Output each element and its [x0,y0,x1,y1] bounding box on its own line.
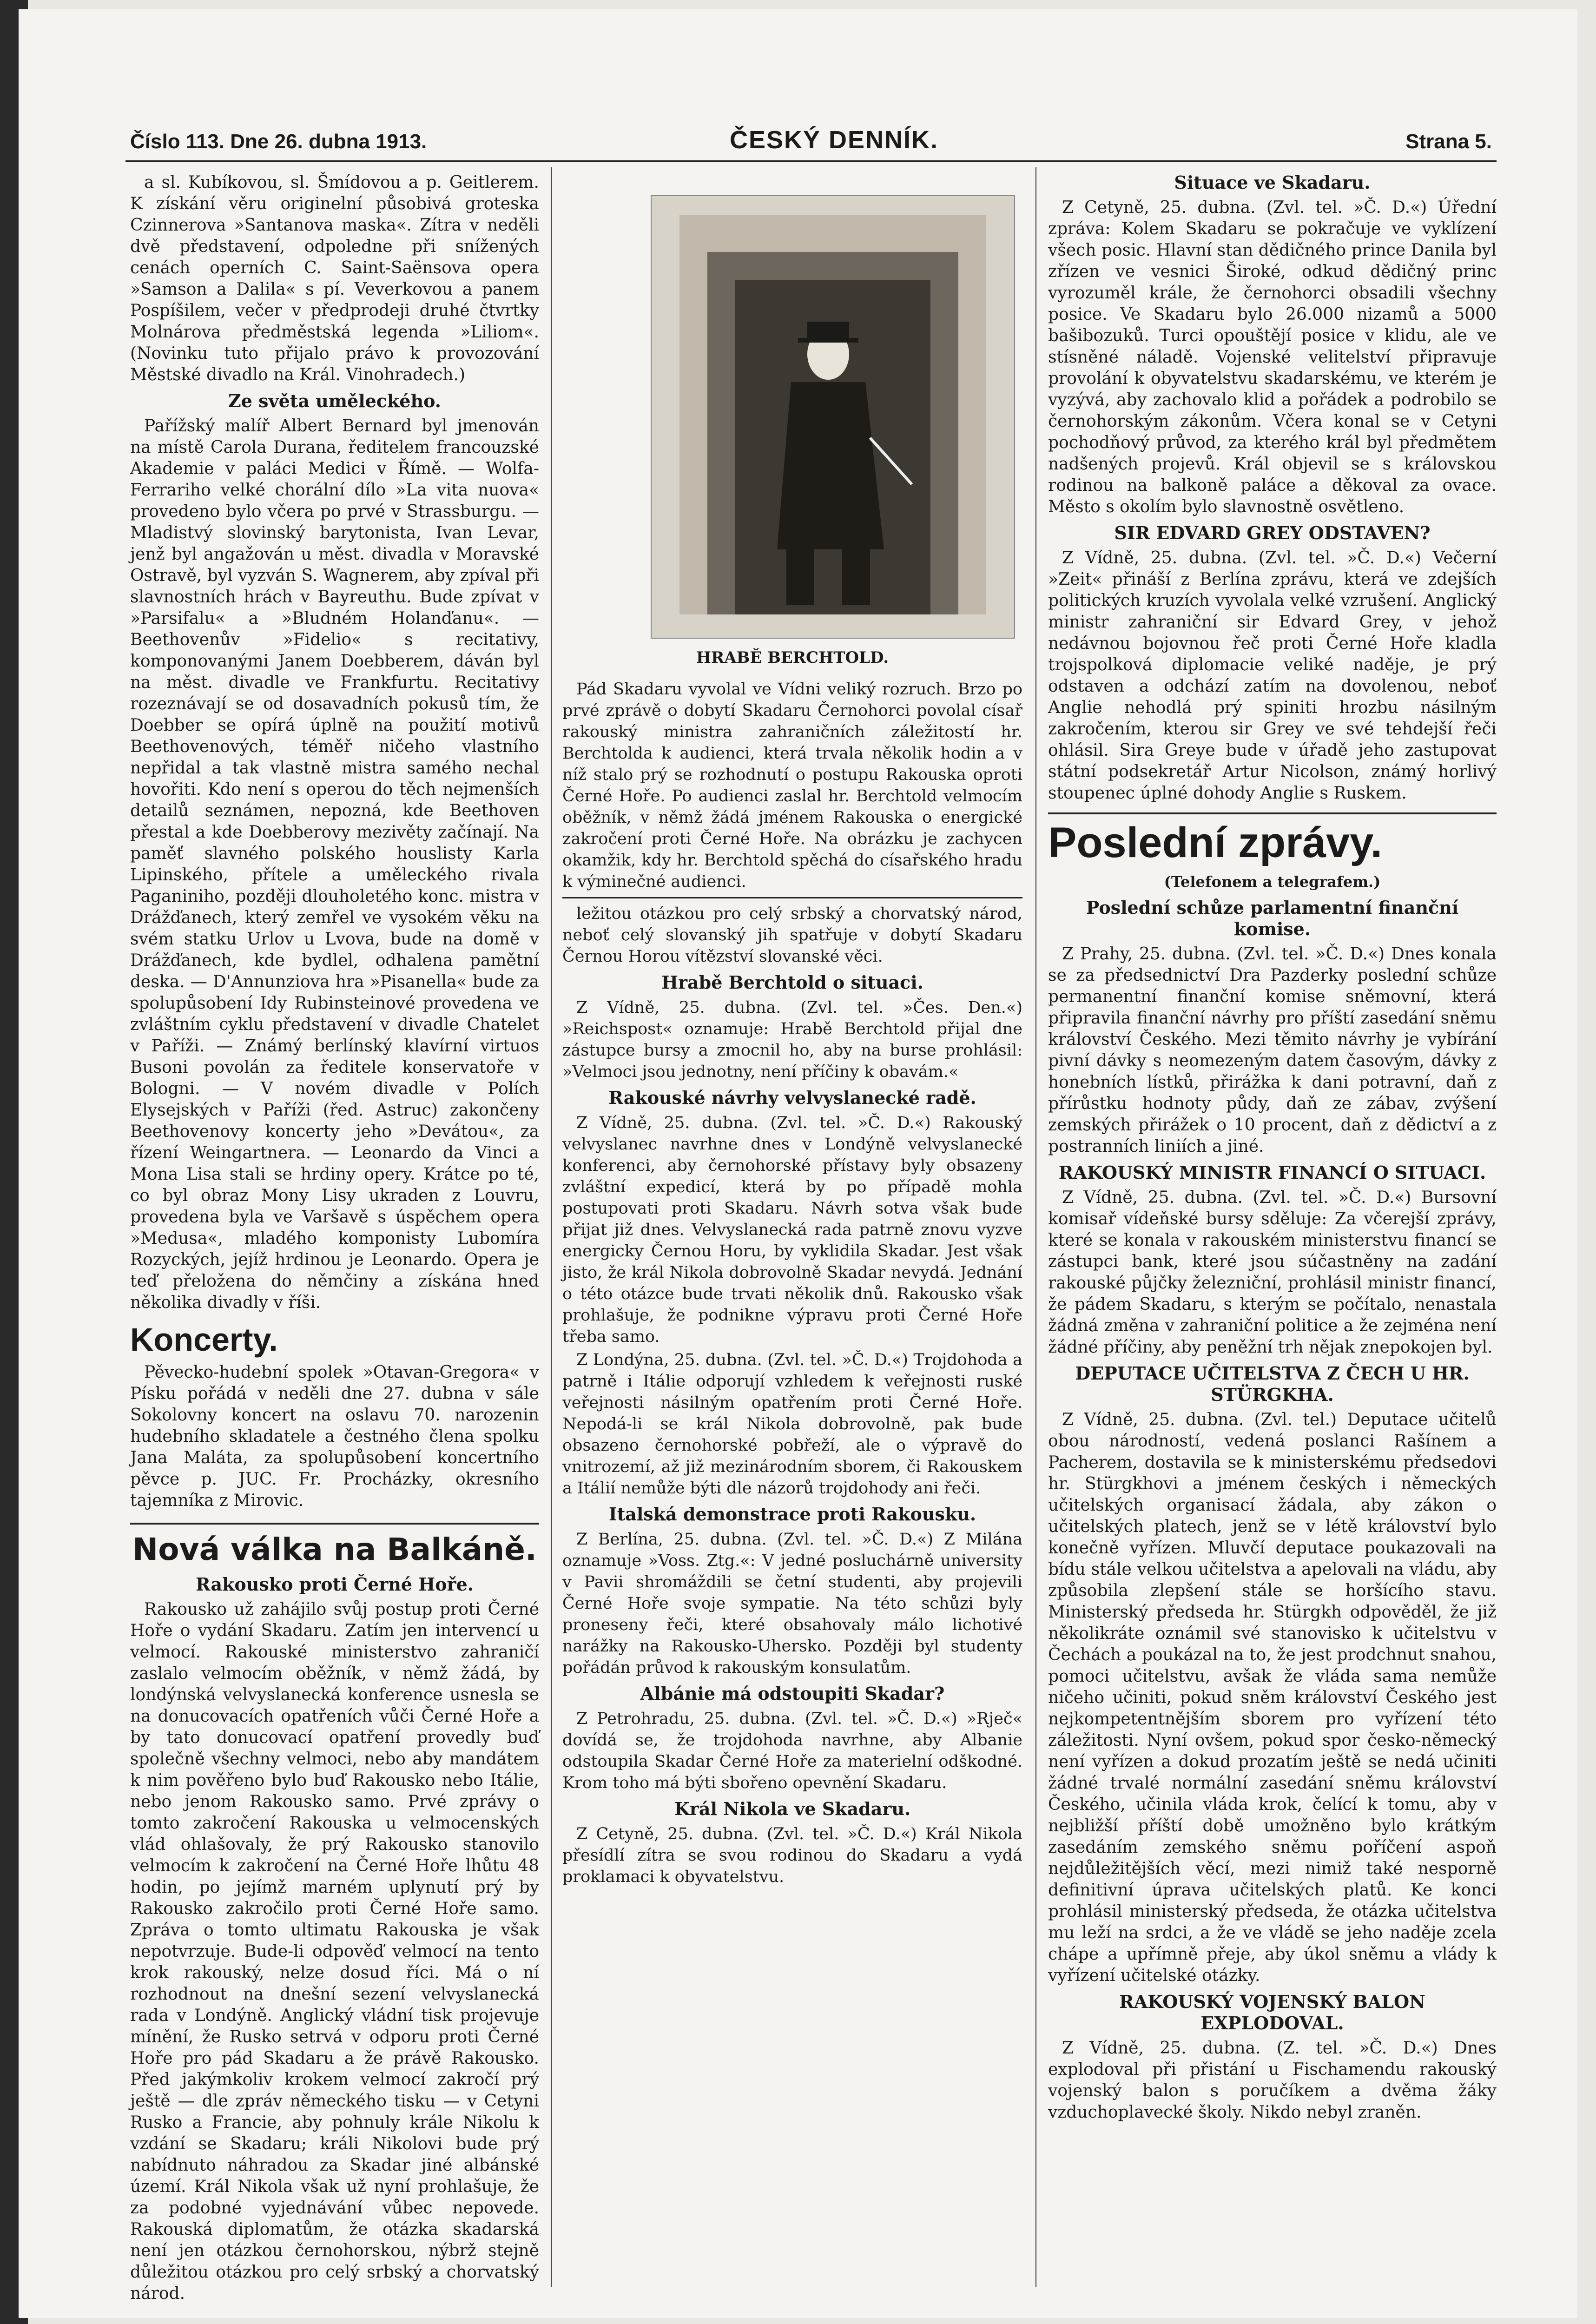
subheading-telegraph: (Telefonem a telegrafem.) [1164,873,1381,891]
subheading: SIR EDVARD GREY ODSTAVEN? [1114,522,1431,543]
section-heading: Ze světa uměleckého. [228,390,441,411]
section-heading-koncerty: Koncerty. [130,1321,278,1358]
column-2 [562,679,1022,2287]
subheading: Rakouské návrhy velvyslanecké radě. [608,1087,976,1108]
subheading: Situace ve Skadaru. [1174,172,1371,193]
article-paragraph: ležitou otázkou pro celý srbský a chorvatský národ, neboť celý slovanský jih spatřuje v dobytí Skadaru Černou Horou vítězství slovanské věci. [562,905,1022,966]
headline-latest-news: Poslední zprávy. [1048,812,1497,868]
header-rule [125,160,1497,162]
article-paragraph: Z Vídně, 25. dubna. (Zvl. tel. »Čes. Den.«) »Reichspost« oznamuje: Hrabě Berchtold přijal dne zástupce bursy a zmocnil ho, aby na burse prohlásil: »Velmoci jsou jednotny, není příčiny k obavám.« [562,998,1022,1081]
column-divider [1035,167,1036,2287]
berchtold-photo [651,195,1015,639]
subheading: Albánie má odstoupiti Skadar? [640,1683,945,1704]
theatre-paragraph: a sl. Kubíkovou, sl. Šmídovou a p. Geitlerem. K získání věru originelní působivá groteska Czinnerova »Santanova maska«. Zítra v neděli dvě představení, odpoledne při snížených cenách operních C. Saint-Saënsova opera »Samson a Dalila« s pí. Veverkovou a panem Pospíšilem, večer v předprodeji druhé čtvrtky Molnárova předměstská legenda »Liliom«. (Novinku tuto přijalo právo k provozování Městské divadlo na Král. Vinohradech.) [130,173,539,384]
subheading: DEPUTACE UČITELSTVA Z ČECH U HR. STÜRGKHA. [1075,1363,1470,1405]
issue-info: Číslo 113. Dne 26. dubna 1913. [130,130,427,153]
article-paragraph: Z Londýna, 25. dubna. (Zvl. tel. »Č. D.«) Trojdohoda a patrně i Itálie odporují vzhledem k veřejnosti ruské veřejnosti násilným opatřením proti Černé Hoře. Nepodá-li se král Nikola dobrovolně, pak bude obsazeno černohorské pobřeží, ale o výpravě do vnitrozemí, až již mezinárodním sborem, či Rakouskem a Itálií nemůže býti dle názorů trojdohody ani řeči. [562,1351,1022,1498]
article-paragraph: Z Vídně, 25. dubna. (Zvl. tel. »Č. D.«) Večerní »Zeit« přináší z Berlína zprávu, která ve zdejších politických kruzích vyvolala velké vzrušení. Anglický ministr zahraniční sir Edvard Grey, v jehož nedávnou bojovnou řeč proti Černé Hoře kladla trojspolková diplomacie veliké naděje, je prý odstaven a odchází zatím na dovolenou, neboť Anglie nehodlá prý spiniti hrozbu násilným zakročením, kterou sir Grey ve své tehdejší řeči ohlásil. Sira Greye bude v úřadě jeho zastupovat státní podsekretář Artur Nicolson, známý horlivý stoupenec úplné dohody Anglie s Ruskem. [1048,548,1497,803]
article-paragraph: Z Vídně, 25. dubna. (Zvl. tel.) Deputace učitelů obou národností, vedená poslanci Rašínem a Pacherem, dostavila se k ministerskému předsedovi hr. Stürgkhovi a jménem českých i německých učitelských organisací žádala, aby zákon o učitelských platech, jenž se v létě království bylo konečně vyřízen. Mluvčí deputace poukazovali na bídu stále velkou učitelstva a apelovali na vládu, aby způsobila zlepšení stále se horšícího stavu. Ministerský předseda hr. Stürgkh odpověděl, že již několikráte oznámil své stanovisko k učitelstvu v Čechách a poukázal na to, že jest prodchnut snahou, pomoci učitelstvu, avšak že vláda sama nemůže ničeho učiniti, pokud sněm království Českého jest nejkompetentnějším sborem pro vyřízení této záležitosti. Nyní ovšem, pokud spor česko-německý není vyřízen a dokud prozatím ještě se nedá učiniti žádné trvalé normální zasedání sněmu království Českého, učinila vláda krok, čelící k tomu, aby v nejbližší příští době umožněno bylo krátkým zasedáním zemského sněmu poříčení aspoň nejdůležitějších věcí, mezi nimiž také nesporně definitivní úprava učitelských platů. Ke konci prohlásil ministerský předseda, že otázka učitelstva mu leží na srdci, a že ve vládě se jeho naděje zcela chápe a upřímně přeje, aby úkol sněmu a vlády k vyřízení učitelské otázky. [1048,1410,1497,1985]
separator [562,897,1022,898]
arts-paragraph: Pařížský malíř Albert Bernard byl jmenován na místě Carola Durana, ředitelem francouzské Akademie v paláci Medici v Římě. — Wolfa-Ferrariho velké chorální dílo »La vita nuova« provedeno bylo včera po prvé v Strassburgu. — Mladistvý slovinský barytonista, Ivan Levar, jenž byl angažován u měst. divadla v Moravské Ostravě, byl vyzván S. Wagnerem, aby zpíval při slavnostních hrách v Bayreuthu. Bude zpívat v »Parsifalu« a »Bludném Holanďanu«. — Beethovenův »Fidelio« s recitativy, komponovanými Janem Doebberem, dáván byl na měst. divadle ve Frankfurtu. Recitativy rozeznávají se od dosavadních pokusů tím, že Doebber se opírá úplně na použití motivů Beethovenových, téměř ničeho vlastního nepřidal a tak vlastně mistra samého nechal hovořiti. Kdo není s operou do těch nejmenších detailů seznámen, nepozná, kde Beethoven přestal a kde Doebberovy mezivěty začínají. Na paměť slavného polského houslisty Karla Lipinského, přítele a uměleckého rivala Paganiniho, později dlouholetého konc. mistra v Drážďanech, který zemřel ve vysokém věku na svém statku Urlov u Lvova, bude na domě v Drážďanech, kde bydlel, odhalena pamětní deska. — D'Annunziova hra »Pisanella« bude za spolupůsobení Idy Rubinsteinové provedena ve zvláštním cyklu představení v divadle Chatelet v Paříži. — Známý berlínský klavírní virtuos Busoni povolán za ředitele konservatoře v Bologni. — V novém divadle v Polích Elysejských v Paříži (řed. Astruc) zakončeny Beethovenovy koncerty jeho »Devátou«, za řízení Weingartnera. — Leonardo da Vinci a Mona Lisa stali se hrdiny opery. Krátce po té, co byl obraz Mony Lisy ukraden z Louvru, provedena byla ve Varšavě s úspěchem opera »Medusa«, mladého komponisty Lubomíra Rozyckých, jejíž hrdinou je Leonardo. Opera je teď přeložena do němčiny a získána hned několika divadly v říši. [130,416,539,1312]
subheading: Král Nikola ve Skadaru. [674,1798,911,1819]
article-paragraph: Rakousko už zahájilo svůj postup proti Černé Hoře o vydání Skadaru. Zatím jen intervencí u velmocí. Rakouské ministerstvo zahraničí zaslalo velmocím oběžník, v němž žádá, by londýnská velvyslanecká konference usnesla se na donucovacích opatřeních vůči Černé Hoře a by tato donucovací opatření provedly buď společně všechny velmoci, nebo aby mandátem k nim pověřeno bylo buď Rakousko nebo Itálie, nebo jenom Rakousko samo. Prvé zprávy o tomto zakročení Rakouska u velmocenských vlád ohlašovaly, že prý Rakousko stanovilo velmocím k zakročení na Černé Hoře lhůtu 48 hodin, po jejímž marném uplynutí prý by Rakousko zakročilo proti Černé Hoře samo. Zpráva o tomto ultimatu Rakouska je však nepotvrzuje. Bude-li odpověď velmocí na tento krok rakouský, nelze dosud říci. Má o ní rozhodnout na dnešní sezení velvyslanecká rada v Londýně. Anglický vládní tisk projevuje mínění, že Rusko setrvá v odporu proti Černé Hoře pro pád Skadaru a že právě Rakousko. Před jakýmkoliv krokem velmocí zakročí prý ještě — dle zpráv německého tisku — v Cetyni Rusko a Francie, aby pohnuly krále Nikolu k vzdání se Skadaru; králi Nikolovi bude prý nabídnuto náhradou za Skadar jiné albánské území. Král Nikola však už nyní prohlašuje, že za podobné vyjednávání vůbec nepovede. Rakouská diplomatům, že otázka skadarská není jen otázkou černohorskou, nýbrž stejně důležitou otázkou pro celý srbský a chorvatský národ. [130,1600,539,2303]
article-paragraph: Z Cetyně, 25. dubna. (Zvl. tel. »Č. D.«) Král Nikola přesídlí zítra se svou rodinou do Skadaru a vydá proklamaci k obyvatelstvu. [562,1825,1022,1886]
article-paragraph: Z Petrohradu, 25. dubna. (Zvl. tel. »Č. D.«) »Rječ« dovídá se, že trojdohoda navrhne, aby Albanie odstoupila Skadar Černé Hoře za materielní odškodné. Krom toho má býti sbořeno opevnění Skadaru. [562,1710,1022,1792]
photo-illustration [652,196,1014,638]
masthead: ČESKÝ DENNÍK. [730,126,939,154]
page-header [130,125,1492,158]
column-3 [1048,167,1497,2287]
subheading: Italská demonstrace proti Rakousku. [608,1504,976,1525]
subheading: Poslední schůze parlamentní finanční komise. [1086,897,1459,939]
article-paragraph: Z Vídně, 25. dubna. (Zvl. tel. »Č. D.«) Rakouský velvyslanec navrhne dnes v Londýně velvyslanecké konferenci, aby černohorské přístavy byly obsazeny zvláštní expedicí, která by po případě mohla postupovati proti Skadaru. Návrh sotva však bude přijat již dnes. Velvyslanecká rada patrně znovu vyzve energicky Černou Horu, by vyklidila Skadar. Jest však jisto, že král Nikola dobrovolně Skadar nevydá. Jednání o této otázce bude trvati několik dnů. Rakousko však prohlašuje, že podnikne výpravu proti Černé Hoře třeba samo. [562,1114,1022,1346]
article-paragraph: Z Prahy, 25. dubna. (Zvl. tel. »Č. D.«) Dnes konala se za předsednictví Dra Pazderky poslední schůze permanentní finanční komise sněmovní, která připravila finanční návrhy pro příští zasedání sněmu království Českého. Mezi těmito návrhy je vybírání pivní dávky s neomezeným datem časovým, dávky z honebních lístků, přirážka k dani potravní, daň z přírůstku hodnoty půdy, daň ze zábav, zvýšení zemských přirážek o 10 procent, daň z dědictví a z postranních liniích a jiné. [1048,944,1497,1156]
subheading: Hrabě Berchtold o situaci. [661,972,923,993]
column-1 [130,172,539,2303]
page-number: Strana 5. [1405,130,1492,153]
subheading: Rakousko proti Černé Hoře. [196,1574,474,1595]
subheading: RAKOUSKÝ MINISTR FINANCÍ O SITUACI. [1058,1162,1486,1183]
concert-paragraph: Pěvecko-hudební spolek »Otavan-Gregora« v Písku pořádá v neděli dne 27. dubna v sále Sokolovny koncert na oslavu 70. narozenin hudebního skladatele a čestného člena spolku Jana Maláta, za spolupůsobení koncertního pěvce p. JUC. Fr. Procházky, okresního tajemníka z Mirovic. [130,1363,539,1510]
article-paragraph: Z Vídně, 25. dubna. (Zvl. tel. »Č. D.«) Bursovní komisař vídeňské bursy sděluje: Za včerejší zprávy, které se konala v rakouském ministerstvu financí se zástupci bank, které jsou súčastněny na zadání rakouské půjčky železniční, prohlásil ministr financí, že pádem Skadaru, s kterým se počítalo, nenastala žádná změna v zahraniční politice a že zejména není žádné příčiny, aby peněžní trh nějak znepokojen byl. [1048,1188,1497,1357]
caption-paragraph: Pád Skadaru vyvolal ve Vídni veliký rozruch. Brzo po prvé zprávě o dobytí Skadaru Černohorci povolal císař rakouský ministra zahraničních záležitostí hr. Berchtolda k audienci, která trvala několik hodin a v níž stalo prý se rozhodnutí o postupu Rakouska oproti Černé Hoře. Po audienci zaslal hr. Berchtold velmocím oběžník, v němž žádá jménem Rakouska o energické zakročení proti Černé Hoře. Na obrázku je zachycen okamžik, kdy hr. Berchtold spěchá do císařského hradu k výminečné audienci. [562,680,1022,891]
subheading: RAKOUSKÝ VOJENSKÝ BALON EXPLODOVAL. [1119,1991,1425,2034]
article-paragraph: Z Cetyně, 25. dubna. (Zvl. tel. »Č. D.«) Úřední zpráva: Kolem Skadaru se pokračuje ve vyklízení všech posic. Hlavní stan dědičného prince Danila byl zřízen ve vesnici Široké, odkud dědičný princ vyrozuměl krále, že černohorci obsadili všechny posice. Ve Skadaru bylo 26.000 nizamů a 5000 bašibozuků. Turci opouštějí posice v klidu, ale ve stísněné náladě. Vojenské velitelství připravuje provolání k obyvatelstvu skadarskému, ve kterém je vyzývá, aby zachovalo klid a pořádek a podrobilo se černohorským zákonům. Včera konal se v Cetyni pochodňový průvod, za kterého král byl předmětem nadšených projevů. Král objevil se s královskou rodinou na balkoně paláce a děkoval za ovace. Město s okolím bylo slavnostně osvětleno. [1048,198,1497,516]
column-divider [551,167,552,2287]
headline-balkan-war: Nová válka na Balkáně. [130,1523,539,1569]
photo-caption: HRABĚ BERCHTOLD. [696,648,889,667]
article-paragraph: Z Vídně, 25. dubna. (Z. tel. »Č. D.«) Dnes explodoval při přistání u Fischamendu rakouský vojenský balon s poručíkem a dvěma žáky vzduchoplavecké školy. Nikdo nebyl zraněn. [1048,2039,1497,2122]
article-paragraph: Z Berlína, 25. dubna. (Zvl. tel. »Č. D.«) Z Milána oznamuje »Voss. Ztg.«: V jedné posluchárně university v Pavii shromáždili se četní studenti, aby projevili Černé Hoře svoje sympatie. Na této schůzi byly proneseny řeči, které obsahovaly málo lichotivé narážky na Rakousko-Uhersko. Později byl studenty pořádán průvod k rakouským konsulatům. [562,1530,1022,1677]
